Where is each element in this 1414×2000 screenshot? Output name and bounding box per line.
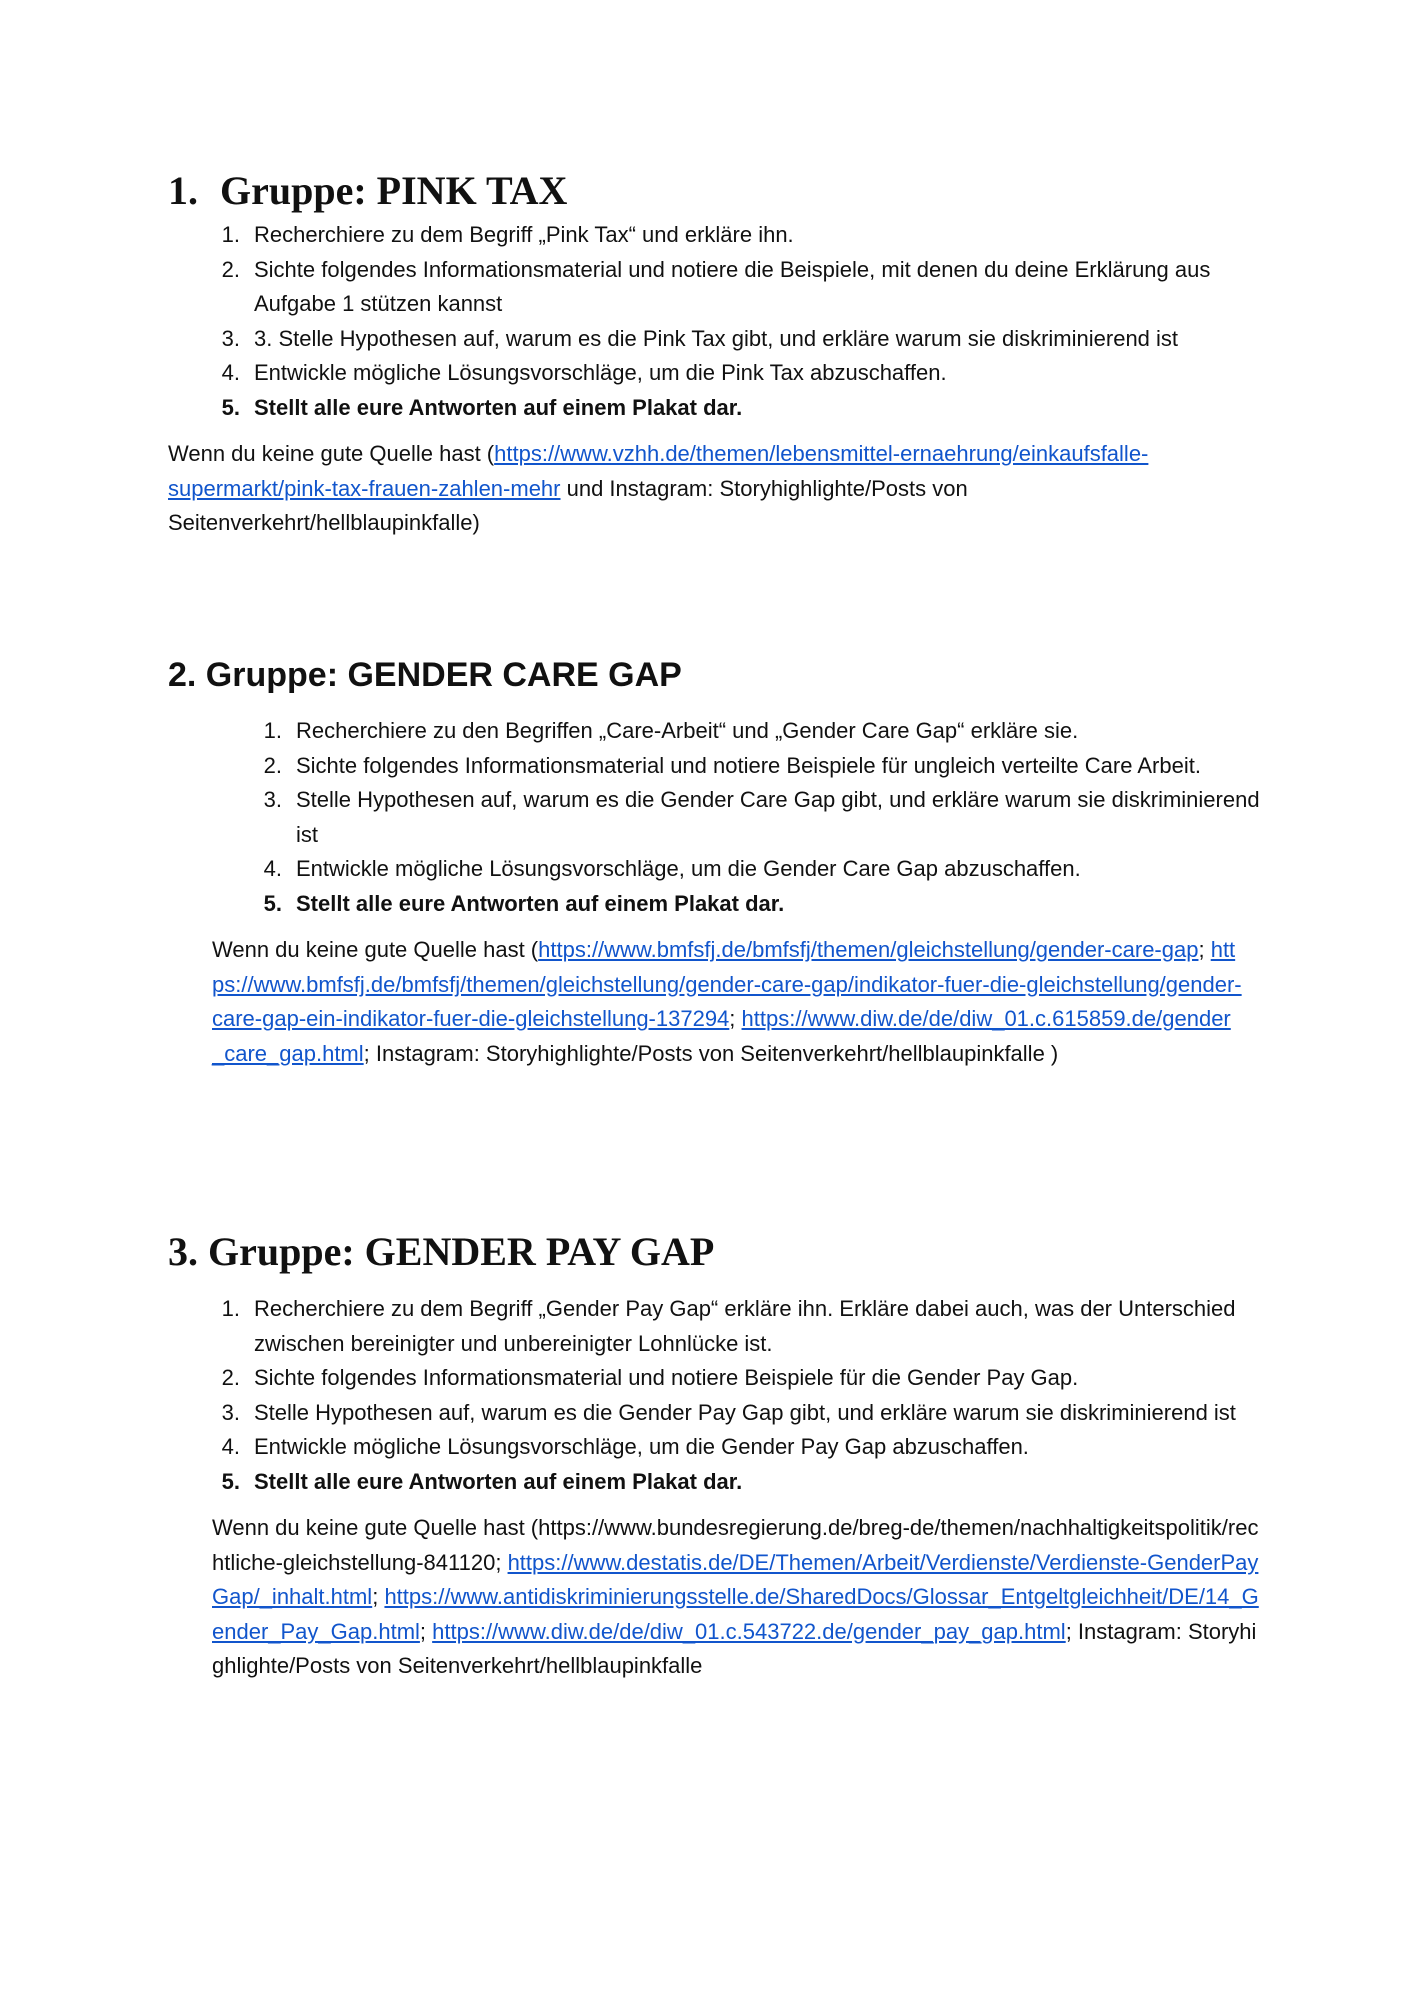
source-link[interactable]: https://www.bmfsfj.de/bmfsfj/themen/gleichstellung/gender-care-gap/indikator-fuer-die-gleichstellung/gender-care-gap-ein-indikator-fuer-die-gleichstellung-137294 (212, 937, 1242, 1031)
item-text: 3. Stelle Hypothesen auf, warum es die Pink Tax gibt, und erkläre warum sie diskriminierend ist (254, 325, 1179, 351)
item-number: 3. (263, 787, 282, 812)
group-heading (168, 166, 1268, 216)
task-list (210, 218, 1270, 425)
item-text: Stelle Hypothesen auf, warum es die Gender Pay Gap gibt, und erkläre warum sie diskriminierend ist (254, 1399, 1236, 1425)
task-list (210, 1292, 1250, 1499)
item-number: 2. (221, 1365, 240, 1390)
item-text: Sichte folgendes Informationsmaterial und notiere Beispiele für die Gender Pay Gap. (254, 1365, 1079, 1390)
list-item (252, 714, 1272, 749)
source-link[interactable]: https://www.vzhh.de/themen/lebensmittel-ernaehrung/einkaufsfalle-supermarkt/pink-tax-frauen-zahlen-mehr (168, 441, 1149, 501)
heading-number: 1. (168, 168, 198, 213)
item-number: 3. (221, 325, 240, 351)
item-text: Entwickle mögliche Lösungsvorschläge, um die Gender Care Gap abzuschaffen. (296, 856, 1081, 881)
item-number: 5. (263, 890, 282, 916)
list-item (210, 1396, 1250, 1431)
item-text: Recherchiere zu dem Begriff „Gender Pay Gap“ erkläre ihn. Erkläre dabei auch, was der Unterschied zwischen bereinigter und unbereinigter Lohnlücke ist. (254, 1296, 1236, 1356)
source-prefix: Wenn du keine gute Quelle hast (https://www.bundesregierung.de/breg-de/themen/nachhaltigkeitspolitik/rechtliche-gleichstellung-841120; (212, 1515, 1259, 1575)
source-prefix: Wenn du keine gute Quelle hast ( (212, 937, 539, 962)
list-item (210, 253, 1270, 322)
group-gender-care-gap (168, 652, 1268, 1071)
source-suffix: ; Instagram: Storyhighlighte/Posts von Seitenverkehrt/hellblaupinkfalle ) (363, 1040, 1059, 1066)
group-pink-tax (168, 166, 1268, 541)
list-item (210, 1465, 1250, 1500)
item-text: Stellt alle eure Antworten auf einem Plakat dar. (254, 1468, 743, 1494)
group-heading: 3. Gruppe: GENDER PAY GAP (168, 1229, 715, 1274)
item-text: Sichte folgendes Informationsmaterial und notiere die Beispiele, mit denen du deine Erklärung aus Aufgabe 1 stützen kannst (254, 256, 1211, 316)
item-number: 4. (221, 1434, 240, 1459)
item-number: 5. (221, 394, 240, 420)
list-item (210, 356, 1270, 391)
item-number: 2. (263, 752, 282, 778)
source-separator: ; (419, 1618, 433, 1644)
source-separator: ; (1198, 937, 1211, 962)
item-number: 2. (221, 256, 240, 282)
item-text: Stellt alle eure Antworten auf einem Plakat dar. (254, 394, 743, 420)
item-number: 4. (263, 856, 282, 881)
task-list (252, 714, 1272, 921)
source-prefix: Wenn du keine gute Quelle hast ( (168, 441, 495, 466)
item-text: Stellt alle eure Antworten auf einem Plakat dar. (296, 890, 785, 916)
list-item (252, 887, 1272, 922)
item-number: 1. (221, 222, 240, 247)
item-number: 5. (221, 1468, 240, 1494)
list-item (252, 749, 1272, 784)
item-number: 4. (221, 360, 240, 385)
item-text: Entwickle mögliche Lösungsvorschläge, um die Pink Tax abzuschaffen. (254, 360, 947, 385)
list-item (252, 852, 1272, 887)
source-paragraph (212, 933, 1242, 1071)
source-link[interactable]: https://www.antidiskriminierungsstelle.de/SharedDocs/Glossar_Entgeltgleichheit/DE/14_Gender_Pay_Gap.html (212, 1584, 1259, 1644)
list-item (210, 391, 1270, 426)
list-item (210, 1292, 1250, 1361)
list-item (252, 783, 1272, 852)
source-link[interactable]: https://www.bmfsfj.de/bmfsfj/themen/gleichstellung/gender-care-gap (538, 937, 1199, 962)
source-link[interactable]: https://www.diw.de/de/diw_01.c.543722.de/gender_pay_gap.html (432, 1618, 1066, 1644)
source-link[interactable]: https://www.destatis.de/DE/Themen/Arbeit/Verdienste/Verdienste-GenderPayGap/_inhalt.html (212, 1549, 1259, 1609)
list-item (210, 218, 1270, 253)
group-gender-pay-gap (168, 1226, 1268, 1684)
source-suffix: ; Instagram: Storyhighlighte/Posts von Seitenverkehrt/hellblaupinkfalle (212, 1618, 1257, 1678)
source-link[interactable]: https://www.diw.de/de/diw_01.c.615859.de/gender_care_gap.html (212, 1006, 1231, 1066)
source-separator: ; (372, 1584, 385, 1609)
group-heading: 2. Gruppe: GENDER CARE GAP (168, 656, 682, 694)
item-text: Recherchiere zu dem Begriff „Pink Tax“ und erkläre ihn. (254, 222, 794, 247)
item-text: Stelle Hypothesen auf, warum es die Gender Care Gap gibt, und erkläre warum sie diskriminierend ist (296, 787, 1260, 847)
source-paragraph (212, 1511, 1262, 1684)
source-paragraph (168, 437, 1178, 541)
list-item (210, 1430, 1250, 1465)
item-text: Entwickle mögliche Lösungsvorschläge, um die Gender Pay Gap abzuschaffen. (254, 1434, 1029, 1459)
item-number: 3. (221, 1399, 240, 1425)
source-separator: ; (729, 1006, 742, 1031)
item-number: 1. (263, 718, 282, 743)
source-suffix: und Instagram: Storyhighlighte/Posts von Seitenverkehrt/hellblaupinkfalle) (168, 475, 968, 535)
list-item (210, 1361, 1250, 1396)
heading-title: Gruppe: PINK TAX (220, 168, 568, 213)
item-text: Sichte folgendes Informationsmaterial und notiere Beispiele für ungleich verteilte Care Arbeit. (296, 752, 1201, 778)
item-number: 1. (221, 1296, 240, 1321)
item-text: Recherchiere zu den Begriffen „Care-Arbeit“ und „Gender Care Gap“ erkläre sie. (296, 718, 1079, 743)
list-item (210, 322, 1270, 357)
